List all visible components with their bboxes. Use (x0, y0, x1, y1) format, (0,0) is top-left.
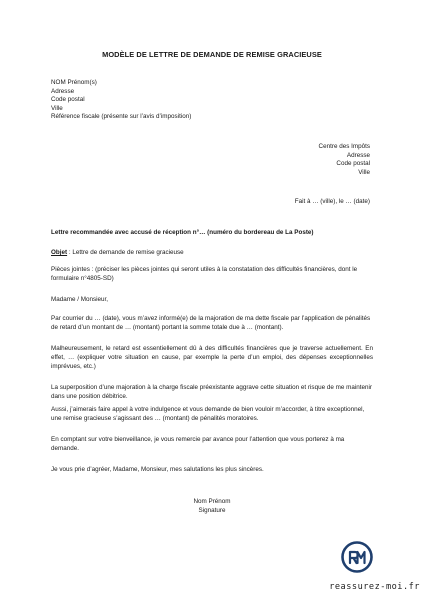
salutation: Madame / Monsieur, (51, 296, 109, 303)
attachments-line: Pièces jointes : (préciser les pièces jointes qui seront utiles à la constatation des difficultés financières, dont le formulaire n°4805-SD) (51, 266, 358, 282)
registered-letter-line: Lettre recommandée avec accusé de réception n°… (numéro du bordereau de La Poste) (51, 229, 314, 236)
closing-formula: Je vous prie d’agréer, Madame, Monsieur, mes salutations les plus sincères. (51, 466, 264, 473)
recipient-block (319, 143, 370, 177)
subject-label: Objet (51, 249, 68, 256)
paragraph-3: La superposition d’une majoration à la charge fiscale préexistante aggrave cette situation et risque de me maintenir dans une position débitrice. (51, 384, 372, 400)
subject-line (51, 249, 373, 258)
signature-label: Signature (198, 507, 226, 514)
signature-block (0, 497, 424, 515)
sender-name: NOM Prénom(s) (51, 79, 97, 86)
sender-address: Adresse (51, 87, 75, 95)
sender-block (51, 79, 191, 122)
paragraph-4: Aussi, j’aimerais faire appel à votre indulgence et vous demande de bien vouloir m’accorder, à titre exceptionnel, une remise gracieuse s’agissant des … (montant) de pénalités moratoires. (51, 406, 365, 422)
place-date: Fait à … (ville), le … (date) (294, 198, 370, 205)
sender-tax-reference: Référence fiscale (présente sur l’avis d’imposition) (51, 113, 192, 121)
letter-title: MODÈLE DE LETTRE DE DEMANDE DE REMISE GRACIEUSE (102, 50, 322, 59)
rm-logo-icon (341, 541, 373, 573)
recipient-postal-code: Code postal (336, 160, 370, 168)
paragraph-5: En comptant sur votre bienveillance, je vous remercie par avance pour l’attention que vous porterez à ma demande. (51, 436, 345, 452)
site-watermark: reassurez-moi.fr (329, 582, 420, 592)
recipient-city: Ville (358, 168, 370, 176)
paragraph-2: Malheureusement, le retard est essentiellement dû à des difficultés financières que je traverse actuellement. En effet, … (expliquer votre situation en cause, par exemple la perte d’un emploi, des dépenses exceptionnelles imprévues, etc.) (51, 345, 373, 370)
signature-name: Nom Prénom (193, 498, 231, 505)
sender-postal-code: Code postal (51, 96, 85, 104)
sender-city: Ville (51, 104, 63, 112)
recipient-address: Adresse (346, 151, 370, 159)
subject-text: : Lettre de demande de remise gracieuse (67, 249, 184, 256)
paragraph-1: Par courrier du … (date), vous m’avez informé(e) de la majoration de ma dette fiscale par l’application de pénalités de retard d’un montant de … (montant) portant la somme totale due à … (montant). (51, 315, 371, 331)
recipient-name: Centre des Impôts (318, 143, 370, 150)
